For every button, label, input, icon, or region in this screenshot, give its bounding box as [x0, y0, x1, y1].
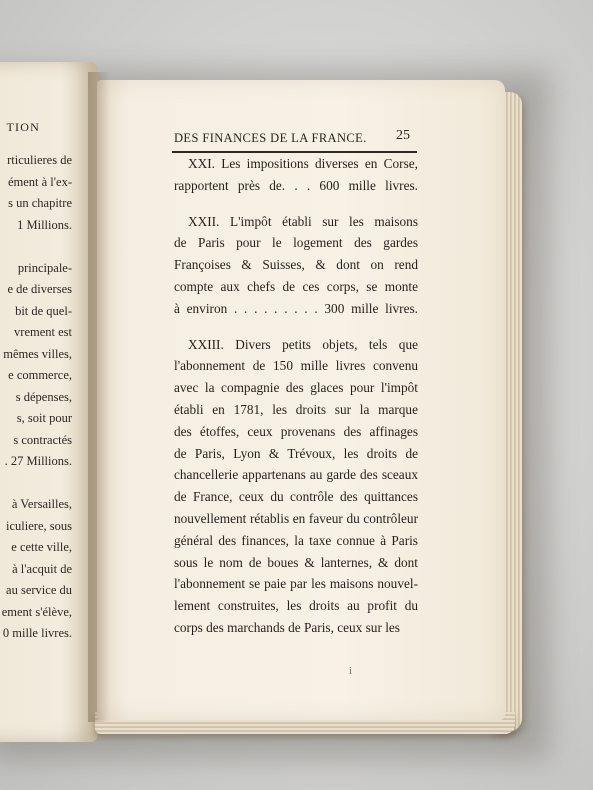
- text-line: rapportent près de. . . 600 mille livres.: [174, 177, 418, 193]
- left-text-line: s contractés: [13, 432, 72, 447]
- text-line: chancellerie appartenans au garde des sceaux: [174, 467, 418, 483]
- left-text-line: iculiere, sous: [6, 518, 72, 533]
- left-text-line: principale-: [17, 260, 72, 275]
- left-text-line: e cette ville,: [11, 540, 72, 554]
- left-text-line: au service du: [6, 583, 72, 597]
- paragraph-gap: [174, 197, 418, 211]
- text-line: nouvellement rétablis en faveur du contrôleur: [174, 510, 418, 526]
- left-text-line: ement s'élève,: [1, 604, 72, 619]
- text-line: à environ . . . . . . . . . 300 mille livres.: [174, 300, 418, 316]
- left-text-line: vrement est: [14, 325, 72, 339]
- left-text-line: s, soit pour: [16, 411, 72, 425]
- left-text-line: s dépenses,: [15, 389, 72, 404]
- left-running-head: TION: [6, 120, 40, 134]
- text-line: XXI. Les impositions diverses en Corse,: [188, 156, 418, 171]
- text-line: XXIII. Divers petits objets, tels que: [188, 336, 418, 352]
- paragraph-gap: [0, 473, 72, 495]
- left-text-line: e de diverses: [7, 282, 72, 296]
- right-page-text: [174, 153, 418, 639]
- left-page: [0, 62, 98, 742]
- paragraph-gap: [0, 236, 72, 258]
- text-line: l'abonnement se paie par les maisons nouvel-: [174, 576, 418, 592]
- text-line: établi en 1781, les droits sur la marque: [174, 401, 418, 417]
- running-head: DES FINANCES DE LA FRANCE.: [174, 131, 367, 145]
- text-line: l'abonnement de 150 mille livres convenu: [174, 358, 418, 374]
- left-text-line: e commerce,: [8, 368, 72, 382]
- foot-mark: i: [349, 666, 352, 677]
- left-text-line: 1 Millions.: [17, 217, 72, 232]
- left-text-line: bit de quel-: [15, 303, 72, 318]
- page-number: 25: [396, 128, 410, 143]
- paragraph-gap: [174, 320, 418, 334]
- text-line: de Paris, Lyon & Trévoux, les droits de: [174, 445, 418, 461]
- text-line: avec la compagnie des glaces pour l'impôt: [174, 380, 418, 396]
- gutter-shadow: [88, 72, 110, 722]
- text-line: de Paris pour le logement des gardes: [174, 235, 418, 251]
- left-page-text: [0, 150, 72, 645]
- left-text-line: ément à l'ex-: [7, 174, 72, 189]
- left-text-line: . 27 Millions.: [4, 454, 72, 468]
- left-text-line: à Versailles,: [11, 497, 72, 511]
- text-line: lement construites, les droits au profit du: [174, 598, 418, 614]
- left-text-line: mêmes villes,: [3, 346, 72, 361]
- text-line: Françoises & Suisses, & dont on rend: [174, 257, 418, 273]
- text-line: sous le nom de boues & lanternes, & dont: [174, 554, 418, 570]
- text-line: compte aux chefs de ces corps, se monte: [174, 278, 418, 294]
- text-line: corps des marchands de Paris, ceux sur les: [174, 619, 400, 635]
- left-text-line: à l'acquit de: [12, 561, 72, 576]
- text-line: des étoffes, ceux provenans des affinages: [174, 423, 418, 439]
- text-line: de France, ceux du contrôle des quittances: [174, 489, 418, 505]
- left-text-line: s un chapitre: [8, 196, 72, 210]
- text-line: général des finances, la taxe connue à Paris: [174, 532, 418, 548]
- left-text-line: rticulieres de: [7, 153, 72, 167]
- left-text-line: 0 mille livres.: [2, 626, 72, 640]
- text-line: XXII. L'impôt établi sur les maisons: [188, 213, 418, 229]
